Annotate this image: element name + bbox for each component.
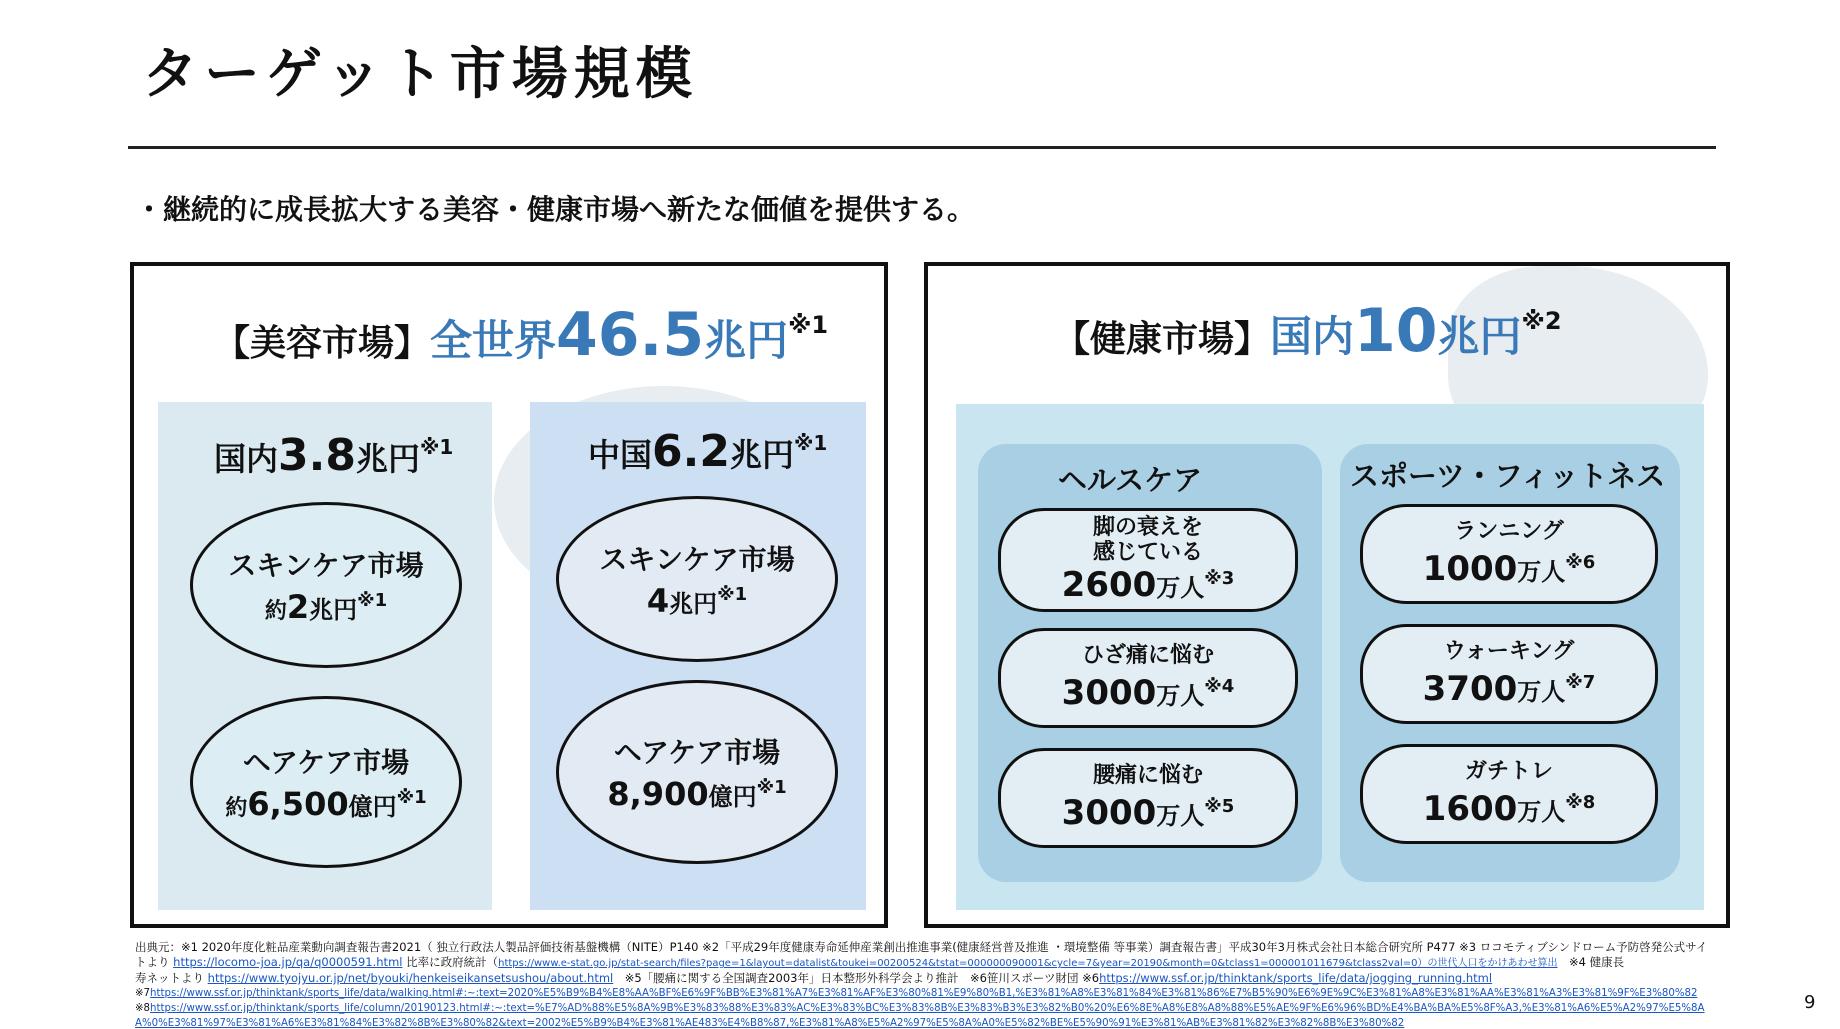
healthcare-heading: ヘルスケア: [1058, 463, 1203, 497]
healthcare-column: [978, 444, 1322, 882]
source-line: 寿ネットより https://www.tyojyu.or.jp/net/byouki/henkeiseikansetsushou/about.html ※5「腰痛に関する全国調査2003年」日本整形外科学会より推計 ※6笹川スポーツ財団 ※6https://www.ssf.or.jp/thinktank/sports_life/data/jogging_running.html: [135, 971, 1493, 985]
sports-fitness-column: [1340, 444, 1680, 882]
beauty-note: ※1: [788, 311, 829, 339]
health-background-area: [956, 404, 1704, 910]
source-footnotes: [135, 940, 1795, 1029]
source-link[interactable]: https://www.e-stat.go.jp/stat-search/files?page=1&layout=datalist&toukei=00200524&tstat=000000090001&cycle=7&year=20190&month=0&tclass1=000001011679&tclass2val=0）の世代人口をかけあわせ算出: [498, 958, 1558, 969]
sports-item-walking: ウォーキング 3700 万人 ※7: [1360, 624, 1658, 724]
health-market-panel: [924, 262, 1730, 928]
beauty-unit: 兆円: [704, 316, 789, 365]
health-note: ※2: [1521, 307, 1562, 335]
sports-item-running: ランニング 1000 万人 ※6: [1360, 504, 1658, 604]
healthcare-item-backpain: 腰痛に悩む 3000 万人 ※5: [998, 748, 1298, 848]
title-divider: [128, 146, 1716, 149]
page-number: 9: [1804, 992, 1816, 1013]
health-headline: [1054, 296, 1562, 366]
china-heading: 中国 6.2 兆円 ※1: [588, 426, 828, 477]
healthcare-item-knee: ひざ痛に悩む 3000 万人 ※4: [998, 628, 1298, 728]
health-bracket: 【健康市場】: [1054, 319, 1271, 360]
sports-item-training: ガチトレ 1600 万人 ※8: [1360, 744, 1658, 844]
domestic-haircare-oval: ヘアケア市場 約 6,500 億円 ※1: [190, 696, 462, 868]
source-link[interactable]: https://www.tyojyu.or.jp/net/byouki/henkeiseikansetsushou/about.html: [207, 971, 614, 985]
health-unit: 兆円: [1437, 312, 1522, 361]
beauty-amount: 46.5: [556, 300, 705, 370]
beauty-bracket: 【美容市場】: [214, 323, 431, 364]
source-link[interactable]: https://locomo-joa.jp/qa/q0000591.html: [173, 955, 403, 969]
source-link[interactable]: https://www.ssf.or.jp/thinktank/sports_life/column/20190123.html#:~:text=%E7%AD%88%E5%8A%9B%E3%83%88%E3%83%AC%E3%83%BC%E3%83%8B%E3%83%B3%E3%82%B0%20%E6%8E%A8%E8%A8%88%E5%AE%9F%E6%96%BD%E4%BA%BA%E5%8F%A3,%E3%81%A6%E5%A2%97%E5%8A: [150, 1003, 1705, 1014]
health-prefix: 国内: [1270, 312, 1355, 361]
beauty-headline: [214, 300, 828, 370]
healthcare-item-legs: 脚の衰えを 感じている 2600 万人 ※3: [998, 508, 1298, 612]
beauty-domestic-column: [158, 402, 492, 910]
sports-fitness-heading: スポーツ・フィットネス: [1350, 459, 1666, 493]
source-line: ※8https://www.ssf.or.jp/thinktank/sports_life/column/20190123.html#:~:text=%E7%AD%88%E5%8A%9B%E3%83%88%E3%83%AC%E3%83%BC%E3%83%8B%E3%83%B3%E3%82%B0%20%E6%8E%A8%E8%A8%88%E5%AE%9F%E6%96%BD%E4%BA%BA%E5%8F%A3,%E3%81%A6%E5%A2%97%E5%8A: [135, 1003, 1705, 1014]
china-skincare-oval: スキンケア市場 4 兆円 ※1: [556, 496, 838, 662]
source-line: 出典元：※1 2020年度化粧品産業動向調査報告書2021（ 独立行政法人製品評価技術基盤機構（NITE）P140 ※2「平成29年度健康寿命延伸産業創出推進事業(健康経営普及推進 ・環境整備 等事業）調査報告書」平成30年3月株式会社日本総合研究所 P477 ※3 ロコモティブシンドローム予防啓発公式サイ: [135, 940, 1708, 954]
domestic-skincare-oval: スキンケア市場 約 2 兆円 ※1: [190, 502, 462, 668]
lead-bullet: ・継続的に成長拡大する美容・健康市場へ新たな価値を提供する。: [135, 193, 976, 226]
page-title: ターゲット市場規模: [142, 42, 698, 107]
source-line: [135, 1016, 1795, 1029]
beauty-prefix: 全世界: [430, 316, 557, 365]
domestic-heading: 国内 3.8 兆円 ※1: [214, 430, 454, 481]
health-amount: 10: [1354, 296, 1438, 366]
source-link[interactable]: A%0%E3%81%97%E3%81%A6%E3%81%84%E3%82%8B%E3%80%82&text=2002%E5%B9%B4%E3%81%AE483%E4%B8%87,%E3%81%A8%E5%A2%97%E5%8A%A0%E5%82%BE%E5%90%91%E3%81%AB%E3%81%82%E3%82%8B%E3%80%82: [135, 1018, 1405, 1029]
source-link[interactable]: https://www.ssf.or.jp/thinktank/sports_life/data/jogging_running.html: [1099, 971, 1493, 985]
beauty-china-column: [530, 402, 866, 910]
beauty-market-panel: [130, 262, 888, 928]
source-link[interactable]: https://www.ssf.or.jp/thinktank/sports_life/data/walking.html#:~:text=2020%E5%B9%B4%E8%AA%BF%E6%9F%BB%E3%81%A7%E3%81%AF%E3%80%81%E9%80%B1,%E3%81%A8%E3%81%84%E3%81%86%E7%B5%90%E6%9E%9C%E3%81%A8%E3%81%AA%E3%81%A3%E3%81%9F%E3%80%82: [150, 988, 1698, 999]
source-line: ※7https://www.ssf.or.jp/thinktank/sports_life/data/walking.html#:~:text=2020%E5%B9%B4%E8%AA%BF%E6%9F%BB%E3%81%A7%E3%81%AF%E3%80%81%E9%80%B1,%E3%81%A8%E3%81%84%E3%81%86%E7%B5%90%E6%9E%9C%E3%81%A8%E3%81%AA%E3%81%A3%E3%81%9F%E3%80%82: [135, 988, 1698, 999]
china-haircare-oval: ヘアケア市場 8,900 億円 ※1: [556, 680, 838, 864]
source-line: トより https://locomo-joa.jp/qa/q0000591.html 比率に政府統計（https://www.e-stat.go.jp/stat-search/files?page=1&layout=datalist&toukei=00200524&tstat=000000090001&cycle=7&year=20190&month=0&tclass1=000001011679&tclass2val=0）の世代人口をかけあわせ算出 ※4 健康長: [135, 955, 1625, 969]
